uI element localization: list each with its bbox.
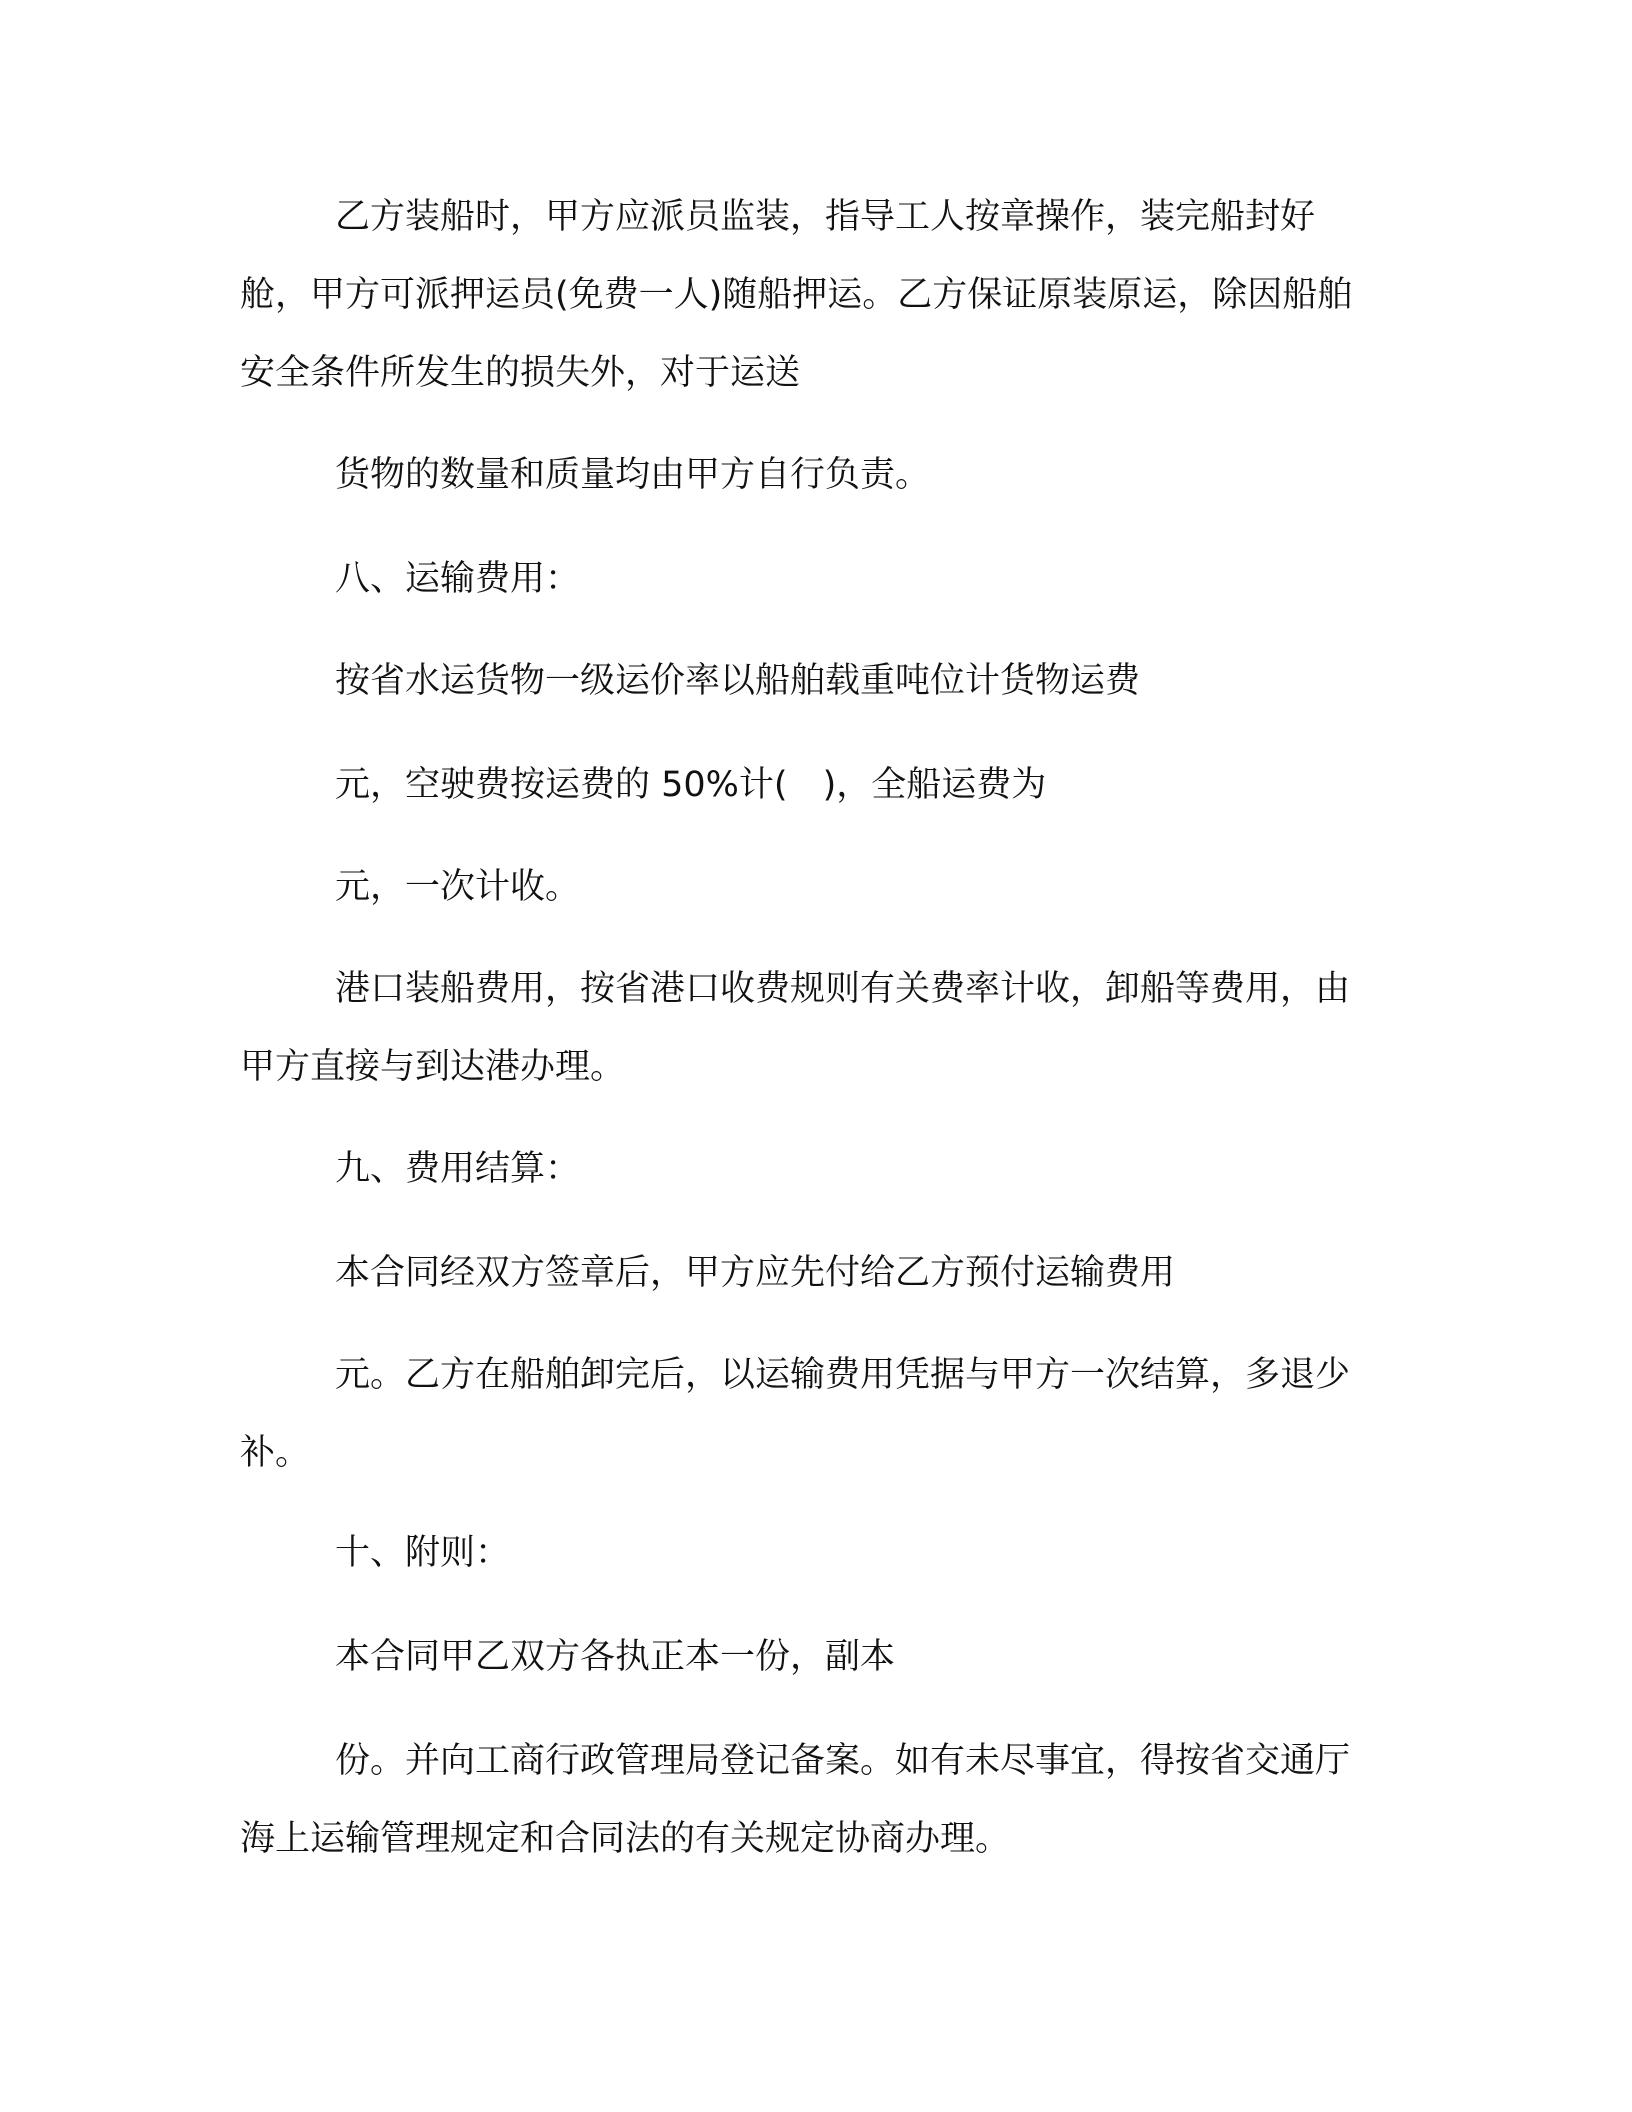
section-heading-fee-settlement: 九、费用结算： <box>335 1149 581 1189</box>
paragraph-copies: 本合同甲乙双方各执正本一份，副本 <box>335 1637 896 1677</box>
paragraph-port-fees: 港口装船费用，按省港口收费规则有关费率计收，卸船等费用，由甲方直接与到达港办理。 <box>240 969 1351 1087</box>
paragraph-final-settlement: 元。乙方在船舶卸完后，以运输费用凭据与甲方一次结算，多退少补。 <box>240 1355 1351 1473</box>
section-heading-transport-fees: 八、运输费用： <box>335 559 581 599</box>
paragraph-one-time-collection: 元，一次计收。 <box>335 867 581 907</box>
paragraph-prepayment: 本合同经双方签章后，甲方应先付给乙方预付运输费用 <box>335 1253 1176 1293</box>
paragraph-loading-supervision: 乙方装船时，甲方应派员监装，指导工人按章操作，装完船封好舱，甲方可派押运员(免费一人)随船押运。乙方保证原装原运，除因船舶安全条件所发生的损失外，对于运送 <box>240 197 1353 393</box>
paragraph-freight-rate: 按省水运货物一级运价率以船舶载重吨位计货物运费 <box>335 661 1141 701</box>
paragraph-registration: 份。并向工商行政管理局登记备案。如有未尽事宜，得按省交通厅海上运输管理规定和合同法的有关规定协商办理。 <box>240 1741 1351 1859</box>
section-heading-supplementary-provisions: 十、附则： <box>335 1533 511 1573</box>
paragraph-cargo-responsibility: 货物的数量和质量均由甲方自行负责。 <box>335 455 931 495</box>
paragraph-empty-run-fee: 元，空驶费按运费的 50%计( )，全船运费为 <box>335 765 1047 805</box>
